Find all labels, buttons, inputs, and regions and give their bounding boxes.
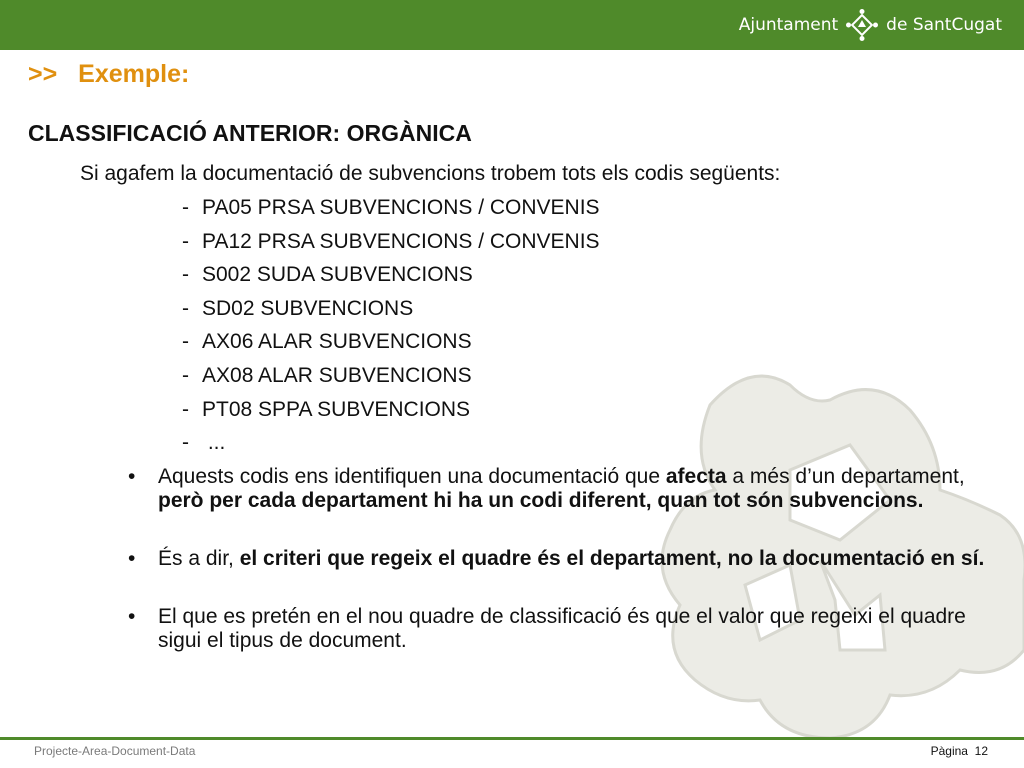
dash-marker: - — [182, 263, 189, 287]
section-label: Exemple: — [78, 60, 190, 88]
bullet-bold-text: el criteri que regeix el quadre és el departament, no la documentació en sí. — [239, 547, 985, 570]
code-text: PT08 SPPA SUBVENCIONS — [202, 397, 471, 421]
dash-marker: - — [182, 296, 189, 320]
footer-divider — [0, 737, 1024, 740]
intro-text: Si agafem la documentació de subvencions trobem tots els codis següents: — [80, 162, 781, 185]
bullet-dot-icon: • — [128, 547, 136, 570]
code-text: AX06 ALAR SUBVENCIONS — [202, 330, 472, 354]
footer-page-indicator — [931, 744, 988, 758]
dash-marker: - — [182, 330, 189, 354]
code-item — [182, 429, 600, 463]
code-item — [182, 295, 600, 329]
code-text: PA12 PRSA SUBVENCIONS / CONVENIS — [202, 229, 600, 253]
code-item — [182, 396, 600, 430]
bullet-item-2 — [128, 547, 988, 571]
bullet-bold-text: afecta — [665, 465, 727, 488]
page-label: Pàgina — [930, 744, 968, 758]
dash-marker: - — [182, 431, 189, 455]
bullet-bold-text: però per cada departament hi ha un codi diferent, quan tot són subvencions. — [158, 489, 924, 512]
bullet-text: És a dir, — [158, 547, 240, 570]
code-list — [182, 194, 600, 463]
bullet-item-1 — [128, 465, 988, 513]
code-text: S002 SUDA SUBVENCIONS — [202, 263, 473, 287]
sant-cugat-emblem-icon — [846, 9, 878, 41]
bullet-text: El que es pretén en el nou quadre de classificació és que el valor que regeixi el quadre sigui el tipus de document. — [158, 605, 966, 652]
dash-marker: - — [182, 229, 189, 253]
bullet-item-3 — [128, 605, 988, 653]
code-text: SD02 SUBVENCIONS — [202, 296, 414, 320]
code-item — [182, 228, 600, 262]
page-number: 12 — [974, 744, 988, 758]
bullet-text: Aquests codis ens identifiquen una documentació que — [158, 465, 666, 488]
code-text: AX08 ALAR SUBVENCIONS — [202, 363, 472, 387]
code-item — [182, 194, 600, 228]
section-heading — [28, 60, 189, 89]
slide-title: CLASSIFICACIÓ ANTERIOR: ORGÀNICA — [28, 120, 472, 146]
bullet-text: a més d’un departament, — [726, 465, 965, 488]
bullet-dot-icon: • — [128, 605, 136, 628]
logo-text-santcugat: de SantCugat — [886, 15, 1002, 35]
code-item — [182, 328, 600, 362]
logo-text-ajuntament: Ajuntament — [738, 15, 839, 35]
header-bar — [0, 0, 1024, 50]
code-item — [182, 362, 600, 396]
code-text: ... — [202, 431, 226, 455]
dash-marker: - — [182, 196, 189, 219]
footer-project-name: Projecte-Area-Document-Data — [34, 744, 196, 758]
code-item — [182, 261, 600, 295]
bullet-dot-icon: • — [128, 465, 136, 488]
dash-marker: - — [182, 397, 189, 421]
bullet-list — [128, 465, 988, 653]
city-logo — [739, 0, 1002, 50]
code-text: PA05 PRSA SUBVENCIONS / CONVENIS — [202, 196, 600, 219]
section-arrows: >> — [28, 60, 58, 88]
dash-marker: - — [182, 363, 189, 387]
